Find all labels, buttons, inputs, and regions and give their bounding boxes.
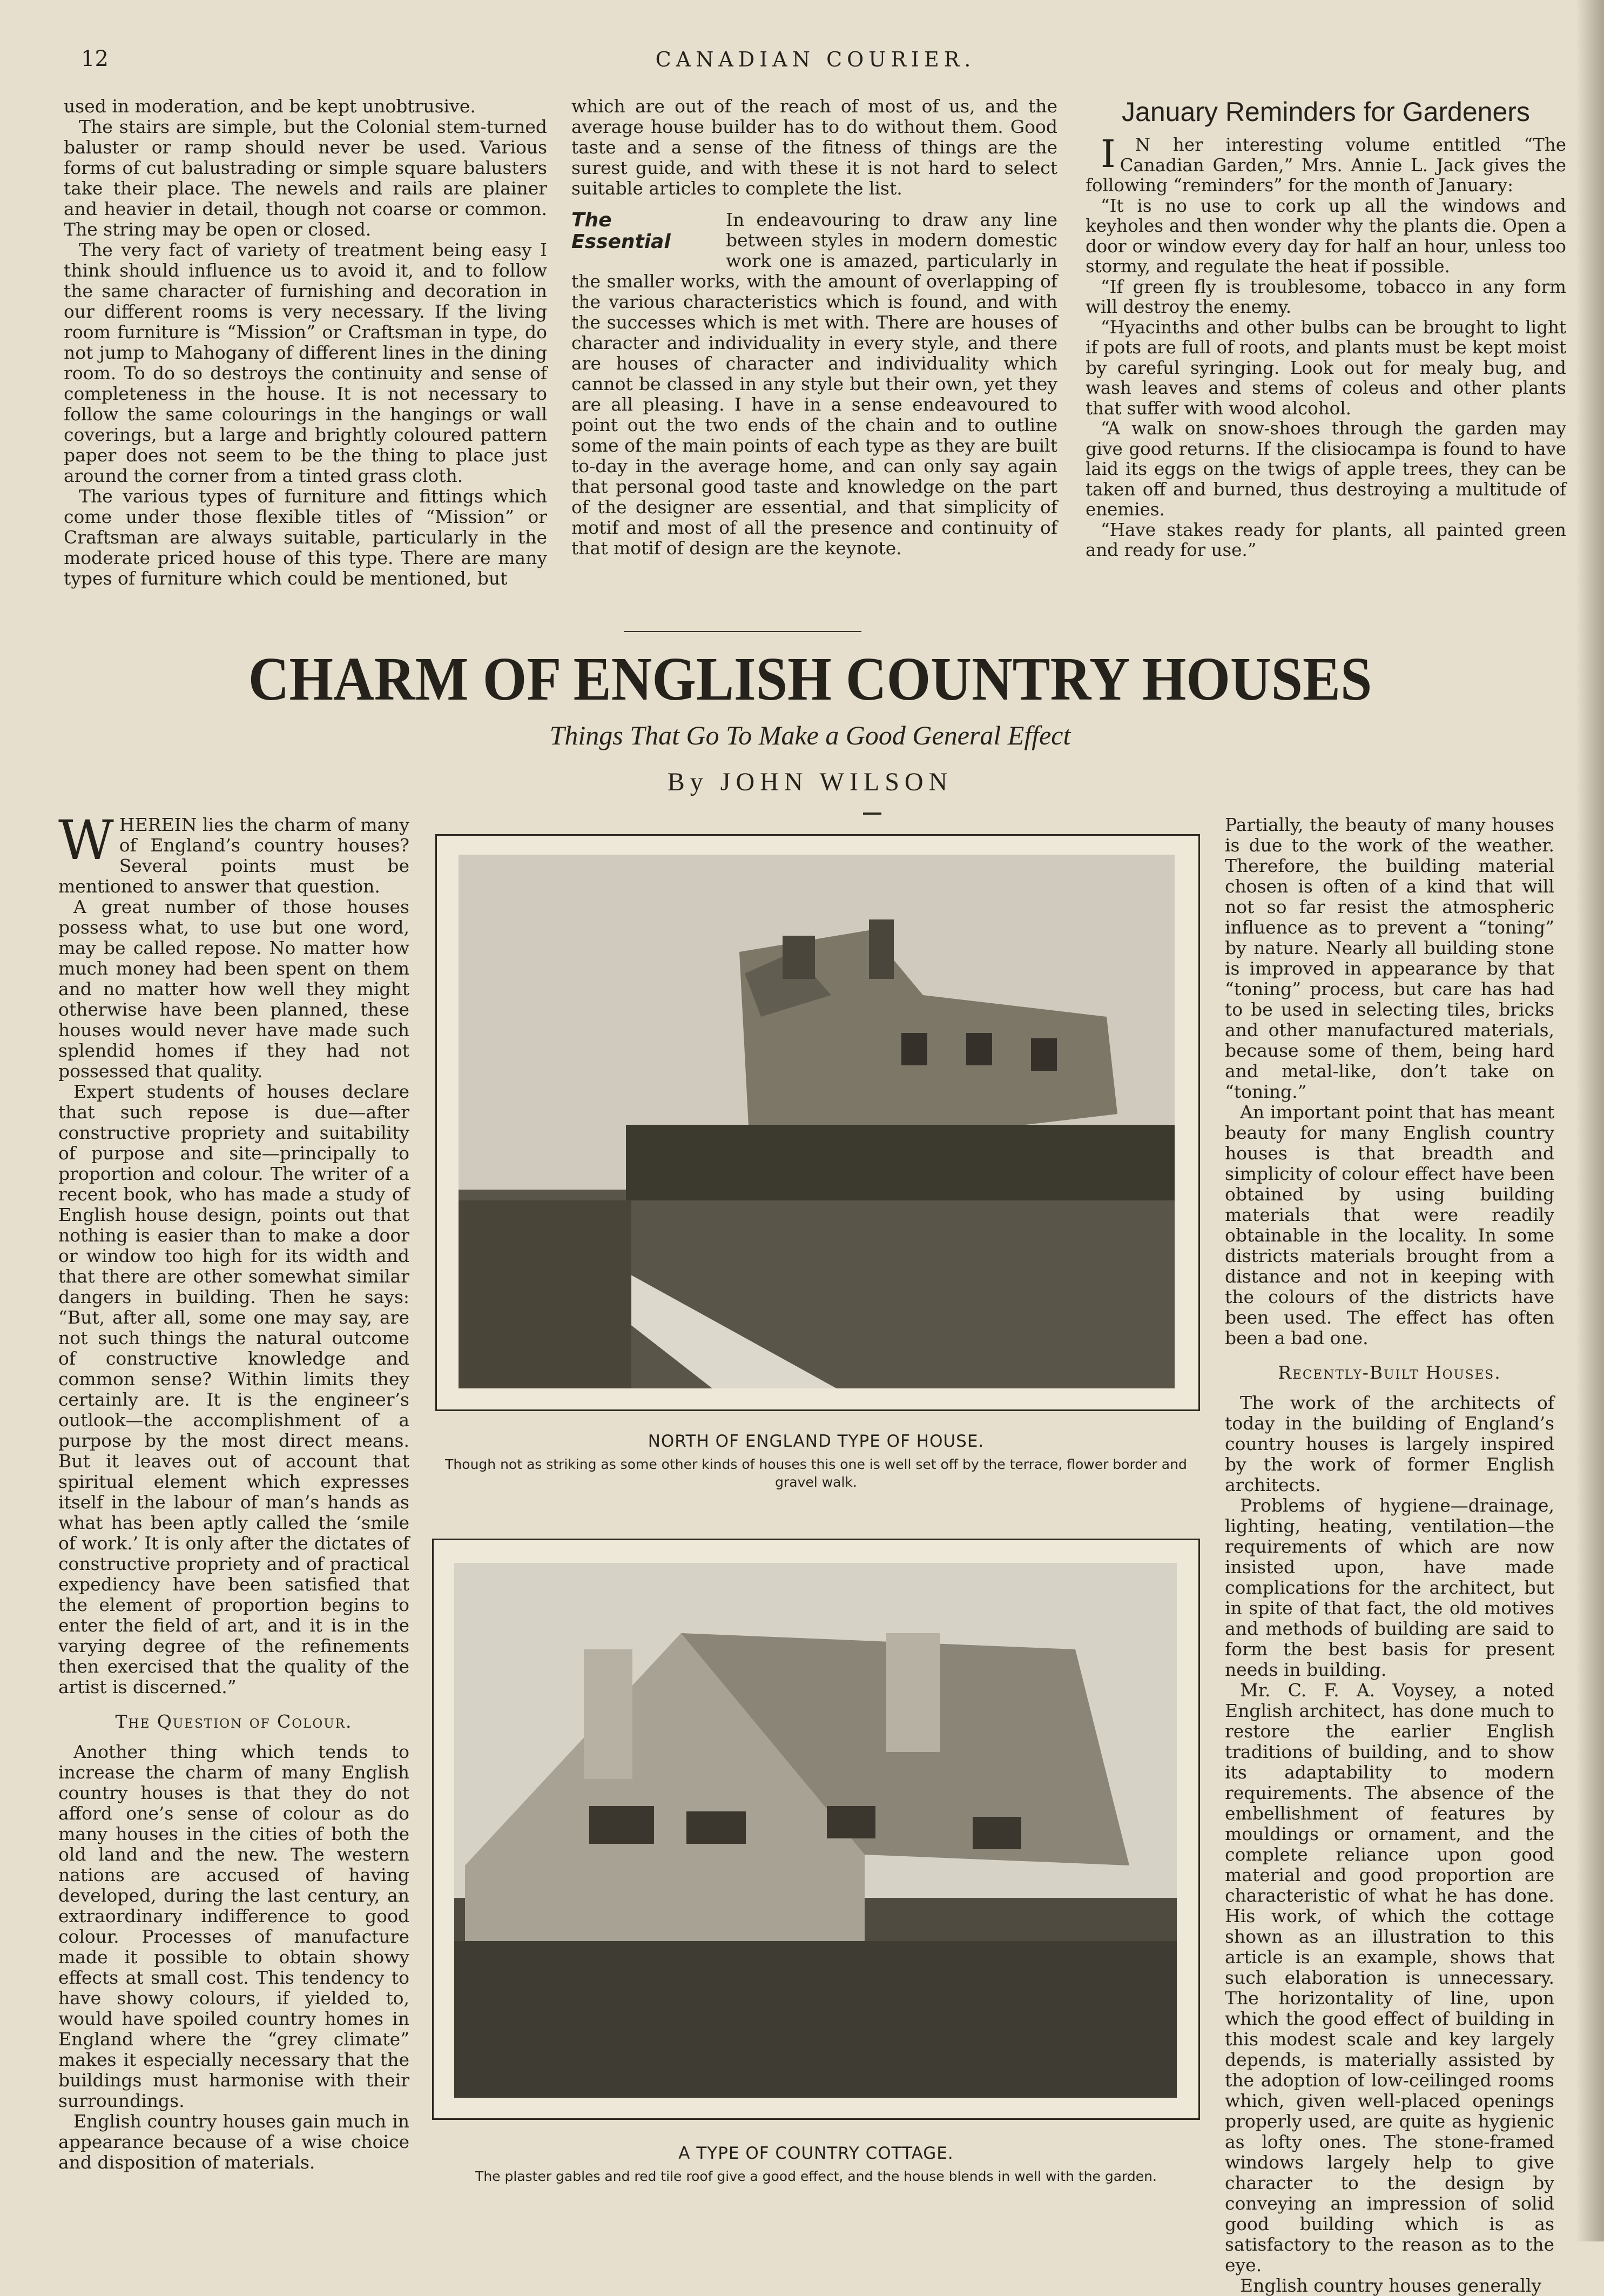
paragraph: [1086, 132, 1566, 196]
paragraph: An important point that has meant beauty for many English country houses is that breadth and simplicity of colour effect have been obtained by using building materials that were readily obtainable in the locality. In some districts materials brought from a distance and not in keeping with the colours of the districts have been used. The effect has often been a bad one.: [1225, 1102, 1554, 1348]
section-subhead: The Question of Colour.: [115, 1711, 353, 1732]
figure-1-title: NORTH OF ENGLAND TYPE OF HOUSE.: [648, 1432, 985, 1451]
paragraph: “Have stakes ready for plants, all painted green and ready for use.”: [1086, 519, 1566, 560]
house-photo-2: [454, 1563, 1177, 2098]
paragraph: The work of the architects of today in the building of England’s country houses is largely inspired by the work of former English architects.: [1225, 1392, 1554, 1495]
page-number: 12: [81, 46, 109, 71]
section-subhead: Recently-Built Houses.: [1278, 1362, 1501, 1383]
paragraph: English country houses generally: [1240, 2275, 1542, 2296]
top-column-2: [571, 96, 1057, 559]
byline-ornament: [863, 813, 881, 815]
paragraph: Mr. C. F. A. Voysey, a noted English architect, has done much to restore the earlier English traditions of building, and to show its adaptability to modern requirements. The absence of the embellishment of features by mouldings or ornament, and the complete reliance upon good material and good proportion are characteristic of what he has done. His work, of which the cottage shown as an illustration to this article is an example, shows that such elaboration is unnecessary. The horizontality of line, upon which the good effect of building in this modest scale and key largely depends, is materially assisted by the adoption of low-ceilinged rooms which, given well-placed openings properly used, are quite as hygienic as lofty ones. The stone-framed windows largely help to give character to the design by conveying an impression of solid good building which is as satisfactory to the reason as to the eye.: [1225, 1680, 1554, 2275]
paragraph: The very fact of variety of treatment being easy I think should influence us to avoid it, and to follow the same character of furnishing and decoration in our different rooms is very necessary. If the living room furniture is “Mission” or Craftsman in type, do not jump to Mahogany of different lines in the dining room. To do so destroys the continuity and sense of completeness in the house. It is not necessary to follow the same colourings in the hangings or wall coverings, but a large and brightly coloured pattern paper does not seem to be the thing to place just around the corner from a tinted grass cloth.: [64, 239, 547, 486]
paragraph: which are out of the reach of most of us, and the average house builder has to do without them. Good taste and a sense of the fitness of things are the surest guide, and with these it is not hard to select suitable articles to complete the list.: [571, 96, 1057, 199]
figure-2-title: A TYPE OF COUNTRY COTTAGE.: [678, 2144, 954, 2163]
article-left-column: [58, 809, 409, 2173]
paragraph: used in moderation, and be kept unobtrusive.: [64, 96, 476, 117]
paragraph: “It is no use to cork up all the windows and keyholes and then wonder why the plants die. Open a door or window every day for half an hour, unless too stormy, and regulate the heat if possible.: [1086, 195, 1566, 277]
paragraph: “Hyacinths and other bulbs can be brought to light if pots are full of roots, and plants must be kept moist by careful syringing. Look out for mealy bug, and wash leaves and stems of coleus and other plants that suffer with wood alcohol.: [1086, 317, 1566, 419]
paragraph: A great number of those houses possess what, to use but one word, may be called repose. No matter how much money had been spent on them and no matter how well they might otherwise have been planned, these houses would never have made such splendid homes if they had not possessed that quality.: [58, 896, 409, 1082]
paragraph: Expert students of houses declare that such repose is due—after constructive propriety and suitability of purpose and site—principally to proportion and colour. The writer of a recent book, who has made a study of English house design, points out that nothing is easier than to make a door or window too high for its width and that there are other somewhat similar dangers in building. Then he says: “But, after all, some one may say, are not such things the natural outcome of constructive knowledge and common sense? Within limits they certainly are. It is the engineer’s outlook—the accomplishment of a purpose by the most direct means. But it leaves out of account that spiritual element which expresses itself in the labour of man’s hands as what has been aptly called the ‘smile of work.’ It is only after the dictates of constructive propriety and of practical expediency have been satisfied that the element of proportion begins to enter the field of art, and it is in the varying degree of the refinements then exercised that the quality of the artist is discerned.”: [58, 1081, 409, 1697]
drop-cap: W: [58, 809, 114, 872]
figure-2-photo: [432, 1539, 1200, 2120]
figure-2-caption: The plaster gables and red tile roof give a good effect, and the house blends in well with the garden.: [475, 2169, 1157, 2184]
paragraph: The stairs are simple, but the Colonial stem-turned baluster or ramp should never be used. Various forms of cut balustrading or simple square balusters take their place. The newels and rails are plainer and heavier in detail, though not coarse or common. The string may be open or closed.: [64, 116, 547, 240]
top-column-1: [64, 96, 547, 589]
paragraph-text: N her interesting volume entitled “The Canadian Garden,” Mrs. Annie L. Jack gives the following “reminders” for the month of January:: [1086, 135, 1566, 196]
paragraph-text: In endeavouring to draw any line between styles in modern domestic work one is amazed, particularly in the smaller works, with the amount of overlapping of the various characteristics which is found, and with the successes which is met with. There are houses of character and individuality in every style, and there are houses of character and individuality which cannot be classed in any style but their own, yet they are all pleasing. I have in a sense endeavoured to point out the two ends of the chain and to outline some of the main points of each type as they are built to-day in the average home, and can only say again that personal good taste and knowledge on the part of the designer are essential, and that simplicity of motif and most of all the presence and continuity of that motif of design are the keynote.: [571, 209, 1057, 559]
side-heading: The Essential: [571, 209, 671, 253]
reminders-title: January Reminders for Gardeners: [1122, 97, 1530, 127]
house-photo-1: [459, 855, 1175, 1388]
figure-1-photo: [435, 834, 1200, 1411]
paragraph: “If green fly is troublesome, tobacco in any form will destroy the enemy.: [1086, 276, 1566, 317]
paragraph: Another thing which tends to increase the charm of many English country houses is that they do not afford one’s sense of colour as do many houses in the cities of both the old land and the new. The western nations are accused of having developed, during the last century, an extraordinary indifference to good colour. Processes of manufacture made it possible to obtain showy effects at small cost. This tendency to have showy colours, if yielded to, would have spoiled country homes in England where the “grey climate” makes it especially necessary that the buildings must harmonise with their surroundings.: [58, 1741, 409, 2111]
reminders-body: [1086, 132, 1566, 561]
drop-cap: I: [1101, 132, 1116, 176]
article-right-column: [1225, 815, 1554, 2296]
paragraph: Partially, the beauty of many houses is due to the work of the weather. Therefore, the building material chosen is often of a kind that will not so far resist the atmospheric influence as to prevent a “toning” by nature. Nearly all building stone is improved in appearance by that “toning” process, but care has had to be used in selecting tiles, bricks and other manufactured materials, because some of them, being hard and metal-like, don’t take on “toning.”: [1225, 814, 1554, 1102]
figure-1-caption: Though not as striking as some other kinds of houses this one is well set off by the terrace, flower border and gravel walk.: [445, 1456, 1187, 1490]
article-subtitle: Things That Go To Make a Good General Effect: [549, 720, 1071, 750]
paragraph: Problems of hygiene—drainage, lighting, heating, ventilation—the requirements of which are now insisted upon, have made complications for the architect, but in spite of that fact, the old motives and methods of building are said to form the best basis for present needs in building.: [1225, 1495, 1554, 1680]
paragraph: The various types of furniture and fittings which come under those flexible titles of “Mission” or Craftsman are always suitable, particularly in the moderate priced house of this type. There are many types of furniture which could be mentioned, but: [64, 486, 547, 589]
paragraph: “A walk on snow-shoes through the garden may give good returns. If the clisiocampa is found to have laid its eggs on the twigs of apple trees, they can be taken off and burned, thus destroying a multitude of enemies.: [1086, 418, 1566, 520]
publication-title: CANADIAN COURIER.: [655, 48, 976, 71]
reminders-box: [1086, 96, 1566, 561]
paragraph-with-sidehead: [571, 210, 1057, 559]
paragraph: [58, 809, 409, 897]
paragraph-text: HEREIN lies the charm of many of England’s country houses? Several points must be mentioned to answer that question.: [58, 814, 409, 897]
page-edge-shadow: [1576, 0, 1604, 2241]
article-byline: By JOHN WILSON: [667, 768, 953, 796]
separator-rule: [624, 631, 861, 632]
paragraph: English country houses gain much in appearance because of a wise choice and disposition of materials.: [58, 2111, 409, 2173]
article-headline: CHARM OF ENGLISH COUNTRY HOUSES: [248, 645, 1372, 713]
